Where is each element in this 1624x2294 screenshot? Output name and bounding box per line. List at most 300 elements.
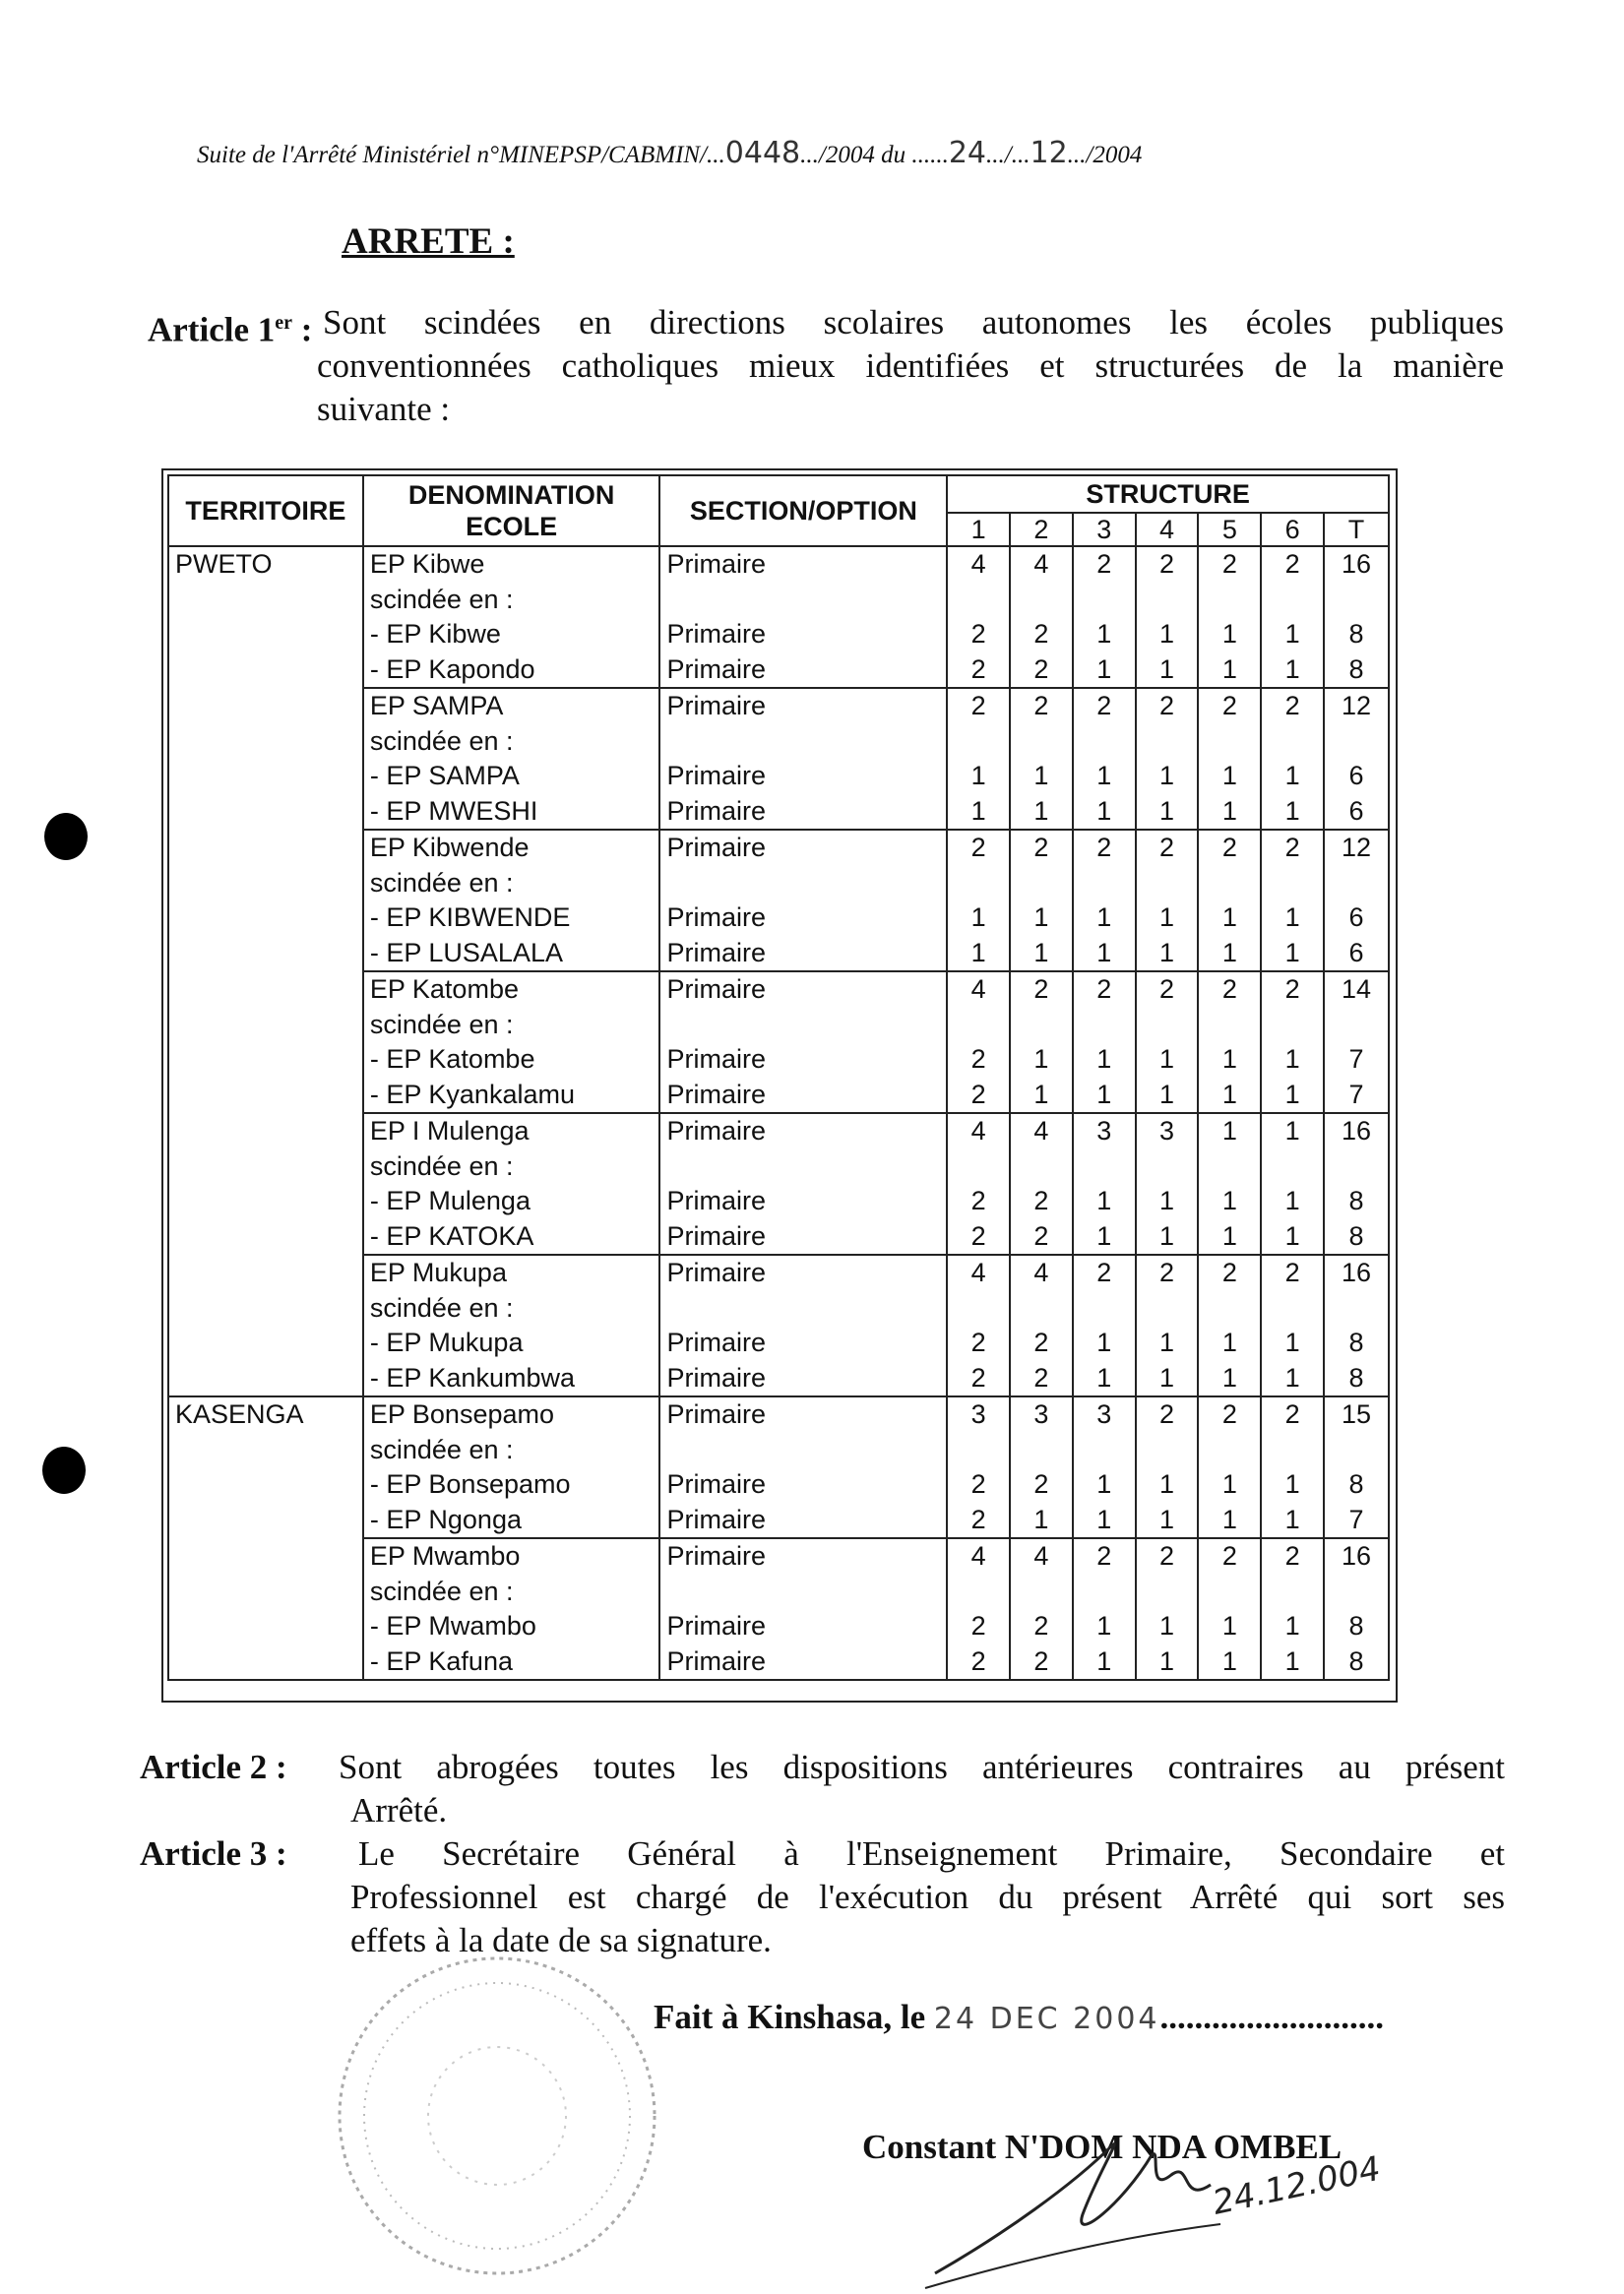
structure-value: 2: [1284, 833, 1300, 862]
structure-value-cell: [1198, 971, 1261, 1113]
structure-value: 6: [1348, 761, 1364, 790]
structure-value: 2: [1284, 974, 1300, 1004]
structure-value: [1205, 583, 1254, 618]
structure-value: [1205, 1575, 1254, 1610]
structure-value: 14: [1342, 974, 1372, 1004]
section-option: [666, 866, 940, 901]
school-name: - EP Kyankalamu: [369, 1079, 575, 1109]
structure-value: 2: [1221, 833, 1237, 862]
section-cell: [659, 688, 947, 830]
school-name: scindée en :: [369, 1434, 514, 1464]
structure-value-cell: [1010, 830, 1073, 971]
structure-value: 2: [1096, 691, 1112, 720]
school-name: scindée en :: [369, 725, 514, 756]
structure-value-cell: [1010, 1255, 1073, 1396]
section-option: Primaire: [666, 795, 766, 826]
school-name: - EP MWESHI: [369, 795, 538, 826]
article-1: [148, 301, 1506, 439]
structure-value: [1205, 866, 1254, 901]
structure-value: [1268, 1575, 1317, 1610]
section-option: Primaire: [666, 1258, 766, 1287]
structure-value: 2: [970, 1186, 986, 1215]
table-row: [168, 546, 1389, 688]
structure-value: [1143, 1008, 1192, 1043]
school-name: EP Katombe: [369, 974, 519, 1004]
page-title: ARRETE :: [342, 221, 515, 262]
structure-value: [1080, 1291, 1129, 1327]
structure-value: 1: [1096, 653, 1112, 684]
structure-value: 1: [1284, 1362, 1300, 1393]
structure-value: 1: [1159, 1044, 1175, 1074]
structure-value: 2: [1221, 691, 1237, 720]
structure-value-cell: [947, 1396, 1010, 1538]
structure-value: 1: [1096, 1611, 1112, 1641]
date-dots: ..........................: [1159, 1998, 1384, 2036]
section-option: [666, 1575, 940, 1610]
section-option: [666, 1291, 940, 1327]
structure-value-cell: [1010, 1538, 1073, 1680]
section-option: Primaire: [666, 1362, 766, 1393]
structure-value: 1: [1159, 937, 1175, 967]
structure-value: 2: [1033, 653, 1049, 684]
structure-value: 1: [1159, 619, 1175, 649]
structure-value: 1: [970, 761, 986, 790]
section-cell: [659, 830, 947, 971]
structure-value: 15: [1342, 1399, 1372, 1429]
structure-value: [1143, 1575, 1192, 1610]
structure-value: 2: [1096, 974, 1112, 1004]
structure-value: [954, 1008, 1003, 1043]
school-name: scindée en :: [369, 1292, 514, 1323]
structure-value: 2: [1159, 691, 1175, 720]
structure-value: 1: [1284, 1504, 1300, 1534]
article-2: [140, 1746, 1518, 1834]
structure-value-cell: [1324, 1113, 1389, 1255]
section-option: Primaire: [666, 1399, 766, 1429]
structure-value: 2: [1159, 1399, 1175, 1429]
structure-table: [167, 474, 1390, 1681]
structure-value: 2: [1033, 619, 1049, 649]
reference-dots-3: ......: [906, 142, 949, 168]
structure-value: 2: [970, 653, 986, 684]
structure-value: 6: [1348, 902, 1364, 932]
structure-value: 6: [1348, 937, 1364, 967]
structure-value-cell: [1073, 971, 1136, 1113]
structure-value: [954, 1575, 1003, 1610]
structure-value: 1: [1159, 1186, 1175, 1215]
structure-value: [1143, 583, 1192, 618]
structure-value-cell: [1010, 1396, 1073, 1538]
structure-value-cell: [1136, 546, 1199, 688]
structure-value: 1: [1221, 1044, 1237, 1074]
structure-value: 4: [1033, 1541, 1049, 1571]
structure-value: 2: [1033, 1186, 1049, 1215]
structure-value: 1: [1159, 795, 1175, 826]
structure-value: 8: [1348, 1645, 1364, 1676]
structure-value: [1080, 1575, 1129, 1610]
structure-value: 2: [1221, 974, 1237, 1004]
school-name-cell: [363, 1255, 660, 1396]
structure-value: 2: [1096, 1541, 1112, 1571]
structure-value: 2: [1033, 691, 1049, 720]
structure-value: [1017, 866, 1066, 901]
header-structure-col: 6: [1261, 513, 1324, 546]
structure-value: 1: [1284, 937, 1300, 967]
structure-value: [1080, 583, 1129, 618]
structure-value-cell: [1198, 1113, 1261, 1255]
structure-value-cell: [1073, 688, 1136, 830]
article-1-line: suivante :: [317, 390, 451, 428]
structure-value-cell: [1198, 830, 1261, 971]
reference-prefix: Suite de l'Arrêté Ministériel n°MINEPSP/CABMIN/: [197, 142, 708, 168]
header-structure-col: 4: [1136, 513, 1199, 546]
structure-value: [1268, 1433, 1317, 1468]
place-and-date: [654, 1998, 1384, 2037]
section-option: Primaire: [666, 1044, 766, 1074]
structure-value: 8: [1348, 1611, 1364, 1641]
structure-value: 1: [1096, 1504, 1112, 1534]
structure-value: 2: [1221, 1258, 1237, 1287]
table-header: [168, 475, 1389, 546]
reference-number: 0448: [724, 136, 801, 170]
school-name: - EP Mulenga: [369, 1186, 531, 1215]
structure-value: 2: [1096, 833, 1112, 862]
reference-year: /2004: [1086, 142, 1143, 168]
structure-value: 6: [1348, 795, 1364, 826]
structure-value-cell: [947, 1113, 1010, 1255]
structure-value: 2: [970, 691, 986, 720]
structure-value: [1331, 724, 1382, 760]
structure-value: 1: [1096, 1220, 1112, 1251]
table-body: [168, 546, 1389, 1680]
structure-value-cell: [1073, 1113, 1136, 1255]
structure-value: 8: [1348, 1469, 1364, 1499]
structure-value-cell: [947, 830, 1010, 971]
structure-value-cell: [1136, 971, 1199, 1113]
structure-value-cell: [1261, 971, 1324, 1113]
structure-value: 1: [1284, 1328, 1300, 1357]
structure-value-cell: [1073, 1255, 1136, 1396]
structure-value: 1: [1284, 1079, 1300, 1109]
structure-value: 4: [1033, 1116, 1049, 1146]
structure-value: [1017, 1008, 1066, 1043]
header-structure-col: 1: [947, 513, 1010, 546]
structure-value-cell: [1073, 1538, 1136, 1680]
territoire-cell: KASENGA: [168, 1396, 363, 1538]
structure-value: 1: [1033, 1504, 1049, 1534]
school-name-cell: [363, 830, 660, 971]
structure-value: [1268, 583, 1317, 618]
school-name: EP Mukupa: [369, 1258, 507, 1287]
section-option: Primaire: [666, 761, 766, 790]
reference-month: 12: [1030, 136, 1068, 170]
structure-value-cell: [1261, 830, 1324, 971]
header-denomination: DENOMINATION ECOLE: [363, 475, 660, 546]
structure-value-cell: [1136, 1113, 1199, 1255]
section-option: Primaire: [666, 974, 766, 1004]
structure-value: 1: [1284, 1611, 1300, 1641]
structure-value: [1331, 1433, 1382, 1468]
structure-value: 1: [1159, 761, 1175, 790]
structure-value: 2: [970, 1220, 986, 1251]
structure-value: 1: [1284, 619, 1300, 649]
section-option: Primaire: [666, 1186, 766, 1215]
article-1-line: conventionnées catholiques mieux identifiées et structurées de la manière: [317, 346, 1504, 385]
section-option: Primaire: [666, 549, 766, 579]
structure-value: 2: [1033, 1328, 1049, 1357]
structure-value: [954, 1291, 1003, 1327]
structure-value: 8: [1348, 1328, 1364, 1357]
structure-value: 1: [1221, 937, 1237, 967]
article-2-line: Arrêté.: [350, 1791, 448, 1829]
structure-value: [1205, 1008, 1254, 1043]
school-name: - EP KIBWENDE: [369, 902, 571, 932]
school-name: EP Bonsepamo: [369, 1399, 555, 1429]
section-option: Primaire: [666, 1504, 766, 1534]
section-option: [666, 1008, 940, 1043]
structure-value: 3: [1096, 1399, 1112, 1429]
school-name-cell: [363, 1538, 660, 1680]
structure-value: 1: [1159, 1645, 1175, 1676]
school-name: - EP Ngonga: [369, 1504, 522, 1534]
structure-value: 1: [1284, 653, 1300, 684]
structure-value-cell: [1261, 688, 1324, 830]
punch-hole: [44, 813, 88, 860]
structure-value: 1: [1096, 795, 1112, 826]
article-1-label: Article 1er :: [148, 310, 313, 349]
section-option: [666, 1433, 940, 1468]
structure-value: 16: [1342, 1116, 1372, 1146]
school-name: - EP Kibwe: [369, 619, 501, 649]
structure-value-cell: [1198, 546, 1261, 688]
structure-value: 7: [1348, 1044, 1364, 1074]
structure-value: 1: [1284, 795, 1300, 826]
structure-value: [1143, 1291, 1192, 1327]
structure-value-cell: [1324, 1396, 1389, 1538]
structure-value: 16: [1342, 1541, 1372, 1571]
structure-value: 2: [970, 619, 986, 649]
structure-value-cell: [1324, 830, 1389, 971]
structure-value-cell: [1261, 1113, 1324, 1255]
structure-value: 1: [1096, 1645, 1112, 1676]
signatory-name: Constant N'DOM NDA OMBEL: [862, 2128, 1343, 2166]
structure-value-cell: [1136, 1538, 1199, 1680]
structure-value: [1268, 866, 1317, 901]
section-option: Primaire: [666, 902, 766, 932]
structure-value-cell: [1010, 688, 1073, 830]
structure-value: 2: [1096, 549, 1112, 579]
structure-value: 2: [1159, 1258, 1175, 1287]
school-name: scindée en :: [369, 1150, 514, 1181]
structure-value: [954, 1433, 1003, 1468]
structure-value: 1: [1096, 902, 1112, 932]
signature-date: 24.12.004: [1209, 2148, 1385, 2223]
school-name: scindée en :: [369, 867, 514, 898]
header-section: SECTION/OPTION: [659, 475, 947, 546]
structure-value: 2: [1159, 549, 1175, 579]
article-2-text: [339, 1746, 1505, 1832]
structure-value: 1: [1221, 1504, 1237, 1534]
school-name: - EP Katombe: [369, 1044, 535, 1074]
structure-value: 1: [1159, 1362, 1175, 1393]
structure-value: [1331, 1008, 1382, 1043]
structure-value: 1: [1284, 902, 1300, 932]
structure-value-cell: [1136, 1396, 1199, 1538]
school-name: EP SAMPA: [369, 691, 504, 720]
structure-value: 1: [1284, 1220, 1300, 1251]
school-name: - EP SAMPA: [369, 761, 520, 790]
structure-value-cell: [947, 688, 1010, 830]
structure-value: 1: [1096, 1186, 1112, 1215]
structure-value: 4: [970, 1541, 986, 1571]
school-name: EP Mwambo: [369, 1541, 521, 1571]
structure-value: 2: [1033, 1469, 1049, 1499]
school-name: EP Kibwe: [369, 549, 485, 579]
school-name-cell: [363, 971, 660, 1113]
structure-value: 8: [1348, 1362, 1364, 1393]
section-option: Primaire: [666, 1220, 766, 1251]
structure-value-cell: [1136, 1255, 1199, 1396]
article-1-line: Sont scindées en directions scolaires autonomes les écoles publiques: [323, 303, 1504, 341]
section-cell: [659, 971, 947, 1113]
structure-value-cell: [1261, 1396, 1324, 1538]
table-row: [168, 1255, 1389, 1396]
school-name-cell: [363, 1396, 660, 1538]
structure-value: 3: [1096, 1116, 1112, 1146]
structure-value: 2: [1033, 1220, 1049, 1251]
structure-value: 16: [1342, 1258, 1372, 1287]
structure-value-cell: [1010, 1113, 1073, 1255]
structure-value-cell: [1198, 688, 1261, 830]
structure-value-cell: [947, 546, 1010, 688]
structure-value-cell: [1324, 971, 1389, 1113]
school-name: - EP Kankumbwa: [369, 1362, 575, 1393]
structure-value-cell: [1324, 1255, 1389, 1396]
structure-value: 1: [1159, 1504, 1175, 1534]
table-row: [168, 971, 1389, 1113]
structure-value: 4: [970, 1116, 986, 1146]
structure-value: 2: [970, 1328, 986, 1357]
structure-value: 1: [1221, 1469, 1237, 1499]
structure-value: 1: [1159, 902, 1175, 932]
structure-value: 7: [1348, 1079, 1364, 1109]
structure-value: 1: [1096, 1044, 1112, 1074]
structure-value-cell: [1261, 1255, 1324, 1396]
reference-dots-2: ...: [800, 142, 819, 168]
section-option: Primaire: [666, 619, 766, 649]
header-structure: STRUCTURE: [947, 475, 1389, 513]
structure-value: [1080, 724, 1129, 760]
structure-value: [1268, 1291, 1317, 1327]
territoire-cell: [168, 1538, 363, 1680]
school-name: scindée en :: [369, 584, 514, 614]
structure-value: 1: [1033, 1044, 1049, 1074]
structure-value-cell: [1010, 546, 1073, 688]
structure-value: 2: [970, 1469, 986, 1499]
article-2-line: Sont abrogées toutes les dispositions antérieures contraires au présent: [339, 1748, 1505, 1786]
structure-value: 1: [1221, 653, 1237, 684]
school-name: - EP Mwambo: [369, 1611, 536, 1641]
school-name: EP Kibwende: [369, 833, 530, 862]
article-2-label: Article 2 :: [140, 1748, 287, 1786]
structure-value: [954, 1149, 1003, 1185]
structure-value: [1017, 1433, 1066, 1468]
school-name-cell: [363, 1113, 660, 1255]
structure-value: 2: [1284, 549, 1300, 579]
structure-value: [1080, 1433, 1129, 1468]
reference-mid: /2004 du: [818, 142, 906, 168]
structure-value: 4: [1033, 1258, 1049, 1287]
structure-value: 1: [1033, 937, 1049, 967]
structure-value: 2: [1033, 974, 1049, 1004]
structure-value: 2: [1284, 1399, 1300, 1429]
structure-value: 1: [970, 937, 986, 967]
structure-value: 1: [1159, 1220, 1175, 1251]
punch-hole: [42, 1447, 86, 1494]
reference-dots-1: ...: [707, 142, 725, 168]
structure-value-cell: [1073, 546, 1136, 688]
section-option: Primaire: [666, 1079, 766, 1109]
place-text: Fait à Kinshasa, le: [654, 1998, 926, 2036]
decree-reference: [197, 136, 1142, 170]
structure-value: 1: [1284, 1645, 1300, 1676]
structure-value-cell: [1324, 546, 1389, 688]
structure-value: [1017, 1149, 1066, 1185]
date-stamp: 24 DEC 2004: [933, 2002, 1160, 2036]
structure-value-cell: [1324, 1538, 1389, 1680]
school-name-cell: [363, 546, 660, 688]
structure-value: 1: [1096, 619, 1112, 649]
structure-value: 1: [1284, 1044, 1300, 1074]
structure-value: 2: [970, 833, 986, 862]
structure-value: 1: [1159, 1328, 1175, 1357]
structure-value: 1: [1284, 1116, 1300, 1146]
structure-value: 2: [1221, 1541, 1237, 1571]
section-option: Primaire: [666, 691, 766, 720]
structure-value: 1: [1284, 761, 1300, 790]
structure-value: 2: [970, 1362, 986, 1393]
article-1-text: [317, 301, 1504, 431]
structure-value: 8: [1348, 1220, 1364, 1251]
structure-value: [1205, 1433, 1254, 1468]
structure-value: [1017, 583, 1066, 618]
structure-value: 1: [1221, 1611, 1237, 1641]
structure-value: 1: [1096, 937, 1112, 967]
structure-value: 8: [1348, 1186, 1364, 1215]
territoire-cell: [168, 830, 363, 971]
article-3-line: Le Secrétaire Général à l'Enseignement Primaire, Secondaire et: [358, 1834, 1505, 1873]
structure-value: [1205, 1149, 1254, 1185]
structure-value: [1331, 583, 1382, 618]
structure-value: 2: [1033, 1611, 1049, 1641]
section-option: Primaire: [666, 1645, 766, 1676]
structure-value: [954, 724, 1003, 760]
structure-value: 2: [1033, 833, 1049, 862]
header-structure-col: 2: [1010, 513, 1073, 546]
structure-value: [1268, 724, 1317, 760]
structure-value: 3: [1033, 1399, 1049, 1429]
structure-value: 1: [1284, 1469, 1300, 1499]
structure-value: 2: [1284, 1541, 1300, 1571]
section-option: Primaire: [666, 1328, 766, 1357]
header-structure-col: T: [1324, 513, 1389, 546]
structure-value: [1017, 1575, 1066, 1610]
structure-value: 12: [1342, 691, 1372, 720]
structure-value: 2: [1221, 1399, 1237, 1429]
structure-value: [1268, 1008, 1317, 1043]
table-row: [168, 1396, 1389, 1538]
reference-dots-4: ...: [1067, 142, 1087, 168]
